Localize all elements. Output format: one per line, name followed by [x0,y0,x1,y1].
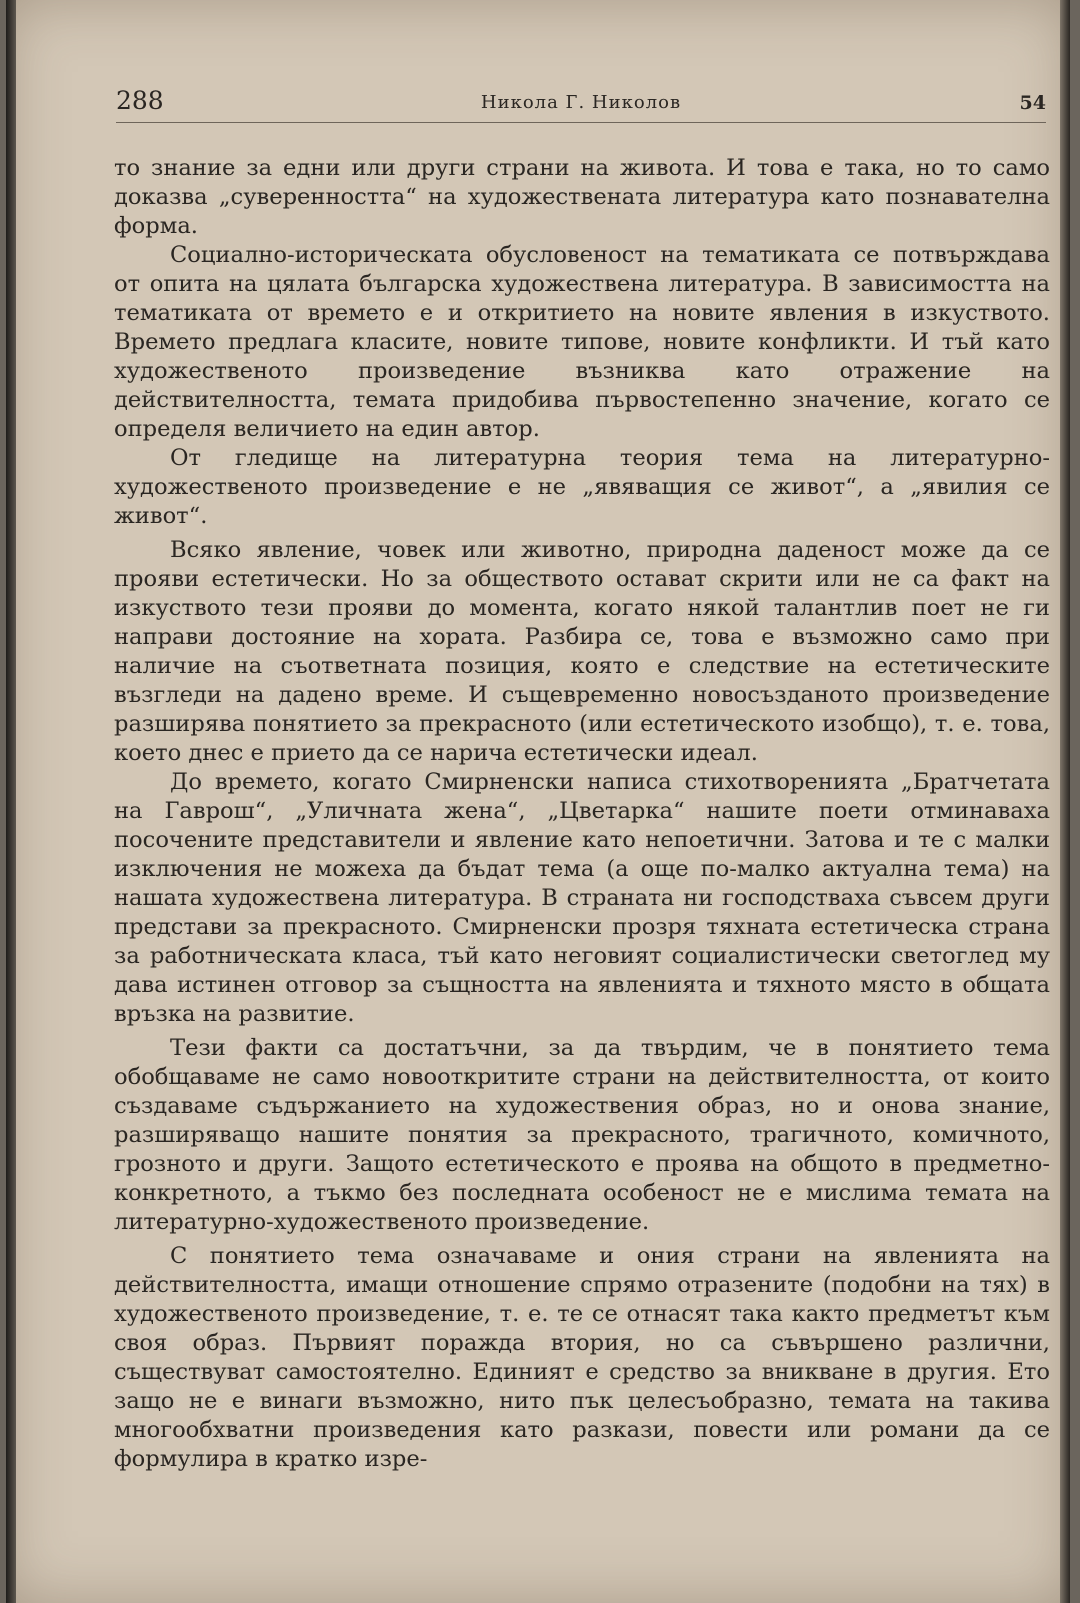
paragraph: то знание за едни или други страни на живота. И това е така, но то само доказва „суверенността“ на художествената литература като познавателна форма. [114,155,1050,239]
paragraph: С понятието тема означаваме и ония страни на явленията на действителността, имащи отношение спрямо отразените (подобни на тях) в художественото произведение, т. е. те се отнасят така както предметът към своя образ. Първият поражда втория, но са съвършено различни, съществуват самостоятелно. Единият е средство за вникване в другия. Ето защо не е винаги възможно, нито пък целесъобразно, темата на такива многообхватни произведения като разкази, повести или романи да се формулира в кратко изре- [114,1243,1050,1472]
running-title: Никола Г. Николов [480,92,682,113]
page-gutter-shadow [6,0,16,1603]
page-header [116,86,1046,123]
page-number: 288 [116,86,164,115]
corner-number: 54 [1019,92,1046,114]
paragraph: Социално-историческата обусловеност на тематиката се потвърждава от опита на цялата българска художествена литература. В зависимостта на тематиката от времето е и откритието на новите явления в изкуството. Времето предлага класите, новите типове, новите конфликти. И тъй като художественото произведение възниква като отражение на действителността, темата придобива първостепенно значение, когато се определя величието на един автор. [114,242,1050,442]
book-page [6,0,1070,1603]
paragraph: От гледище на литературна теория тема на литературно-художественото произведение е не „явяващия се живот“, а „явилия се живот“. [114,445,1050,529]
body-text [114,154,1050,1474]
paragraph: Всяко явление, човек или животно, природна даденост може да се прояви естетически. Но за обществото остават скрити или не са факт на изкуството тези прояви до момента, когато някой талантлив поет не ги направи достояние на хората. Разбира се, това е възможно само при наличие на съответната позиция, която е следствие на естетическите възгледи на дадено време. И същевременно новосъзданото произведение разширява понятието за прекрасното (или естетическото изобщо), т. е. това, което днес е прието да се нарича естетически идеал. [114,537,1050,766]
paragraph: До времето, когато Смирненски написа стихотворенията „Братчетата на Гаврош“, „Уличната жена“, „Цветарка“ нашите поети отминаваха посочените представители и явление като непоетични. Затова и те с малки изключения не можеха да бъдат тема (а още по-малко актуална тема) на нашата художествена литература. В страната ни господстваха съвсем други представи за прекрасното. Смирненски прозря тяхната естетическа страна за работническата класа, тъй като неговият социалистически светоглед му дава истинен отговор за същността на явленията и тяхното място в общата връзка на развитие. [114,769,1050,1027]
paragraph: Тези факти са достатъчни, за да твърдим, че в понятието тема обобщаваме не само новооткритите страни на действителността, от които създаваме съдържанието на художествения образ, но и онова знание, разширяващо нашите понятия за прекрасното, трагичното, комичното, грозното и други. Защото естетическото е проява на общото в предметно-конкретното, а тъкмо без последната особеност не е мислима темата на литературно-художественото произведение. [114,1035,1050,1235]
page-edge-shadow [1060,0,1070,1603]
